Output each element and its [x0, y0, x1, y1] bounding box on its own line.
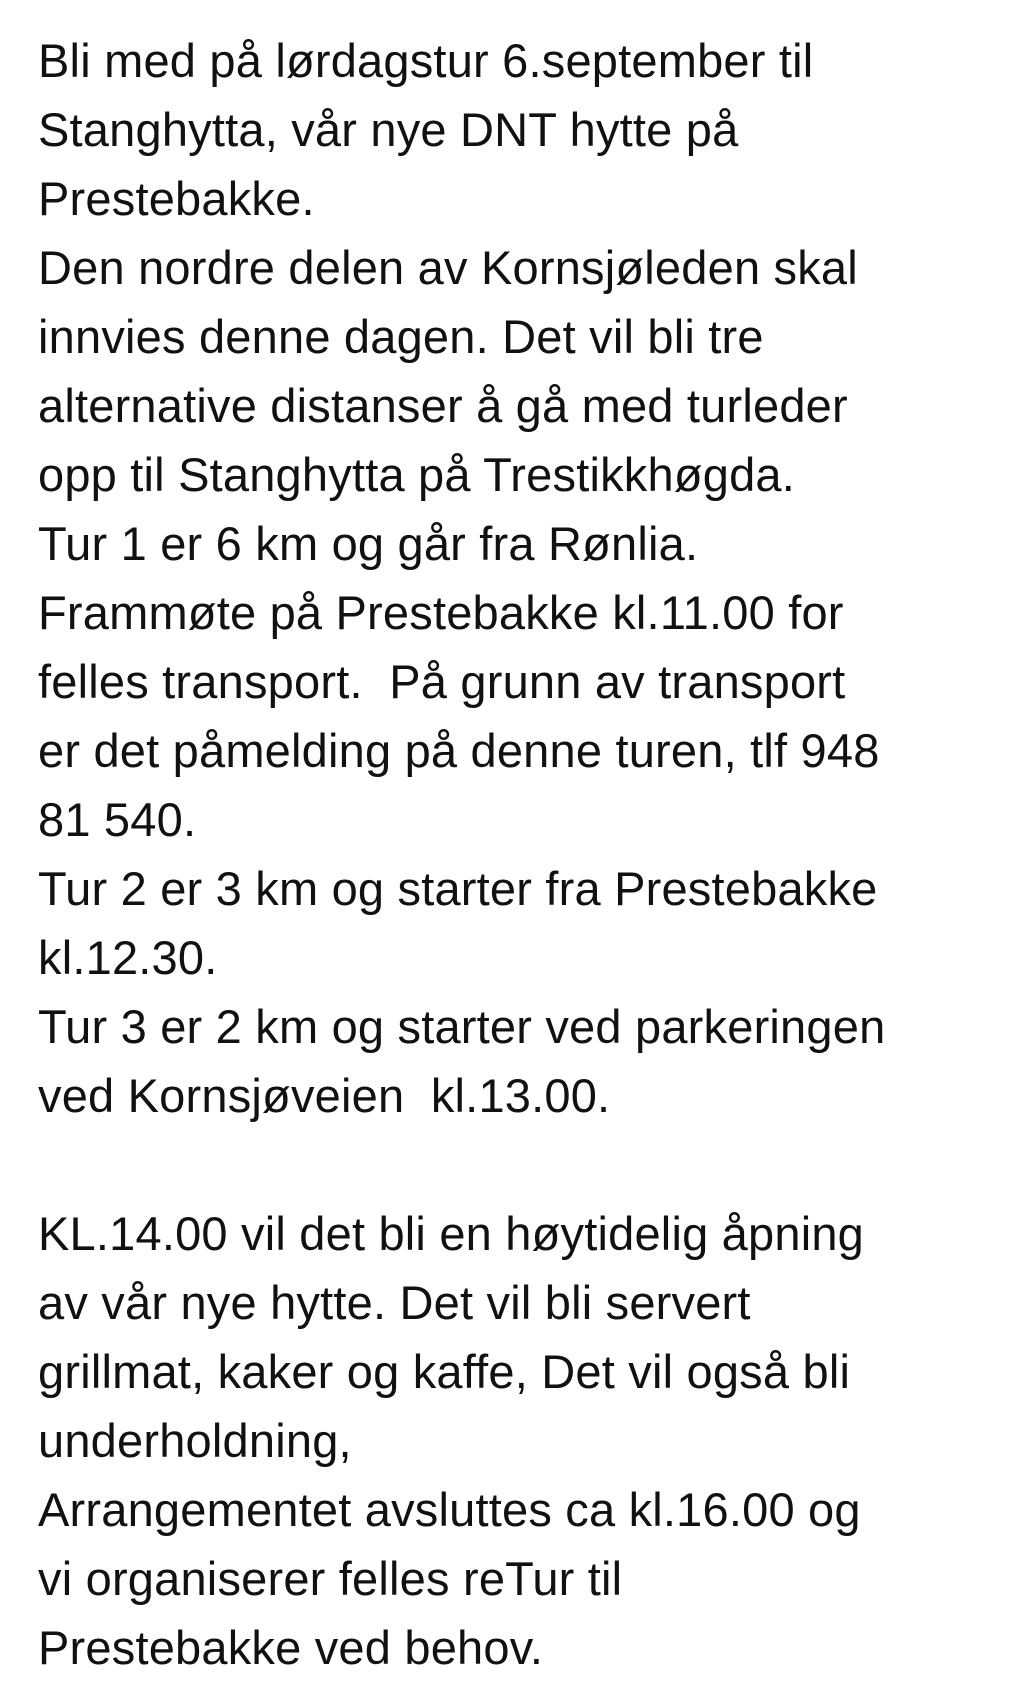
message-line: innvies denne dagen. Det vil bli tre: [38, 310, 764, 363]
message-line: Prestebakke.: [38, 172, 315, 225]
message-text: [38, 26, 1008, 1682]
message-line: ved Kornsjøveien kl.13.00.: [38, 1069, 611, 1122]
paragraph-gap: [38, 1130, 1008, 1199]
message-line: alternative distanser å gå med turleder: [38, 379, 848, 432]
message-line: Stanghytta, vår nye DNT hytte på: [38, 103, 739, 156]
message-line: av vår nye hytte. Det vil bli servert: [38, 1276, 751, 1329]
message-line: kl.12.30.: [38, 931, 218, 984]
message-line: vi organiserer felles reTur til: [38, 1552, 623, 1605]
message-line: Tur 2 er 3 km og starter fra Prestebakke: [38, 862, 878, 915]
message-line: Arrangementet avsluttes ca kl.16.00 og: [38, 1483, 861, 1536]
message-line: er det påmelding på denne turen, tlf 948: [38, 724, 880, 777]
message-line: Den nordre delen av Kornsjøleden skal: [38, 241, 858, 294]
message-line: Tur 1 er 6 km og går fra Rønlia.: [38, 517, 699, 570]
message-line: Prestebakke ved behov.: [38, 1621, 544, 1674]
message-line: Tur 3 er 2 km og starter ved parkeringen: [38, 1000, 886, 1053]
message-line: Frammøte på Prestebakke kl.11.00 for: [38, 586, 844, 639]
message-line: KL.14.00 vil det bli en høytidelig åpning: [38, 1207, 865, 1260]
message-line: felles transport. På grunn av transport: [38, 655, 846, 708]
message-line: grillmat, kaker og kaffe, Det vil også bli: [38, 1345, 851, 1398]
message-line: underholdning,: [38, 1414, 352, 1467]
message-line: opp til Stanghytta på Trestikkhøgda.: [38, 448, 796, 501]
message-line: Bli med på lørdagstur 6.september til: [38, 34, 814, 87]
message-line: 81 540.: [38, 793, 197, 846]
